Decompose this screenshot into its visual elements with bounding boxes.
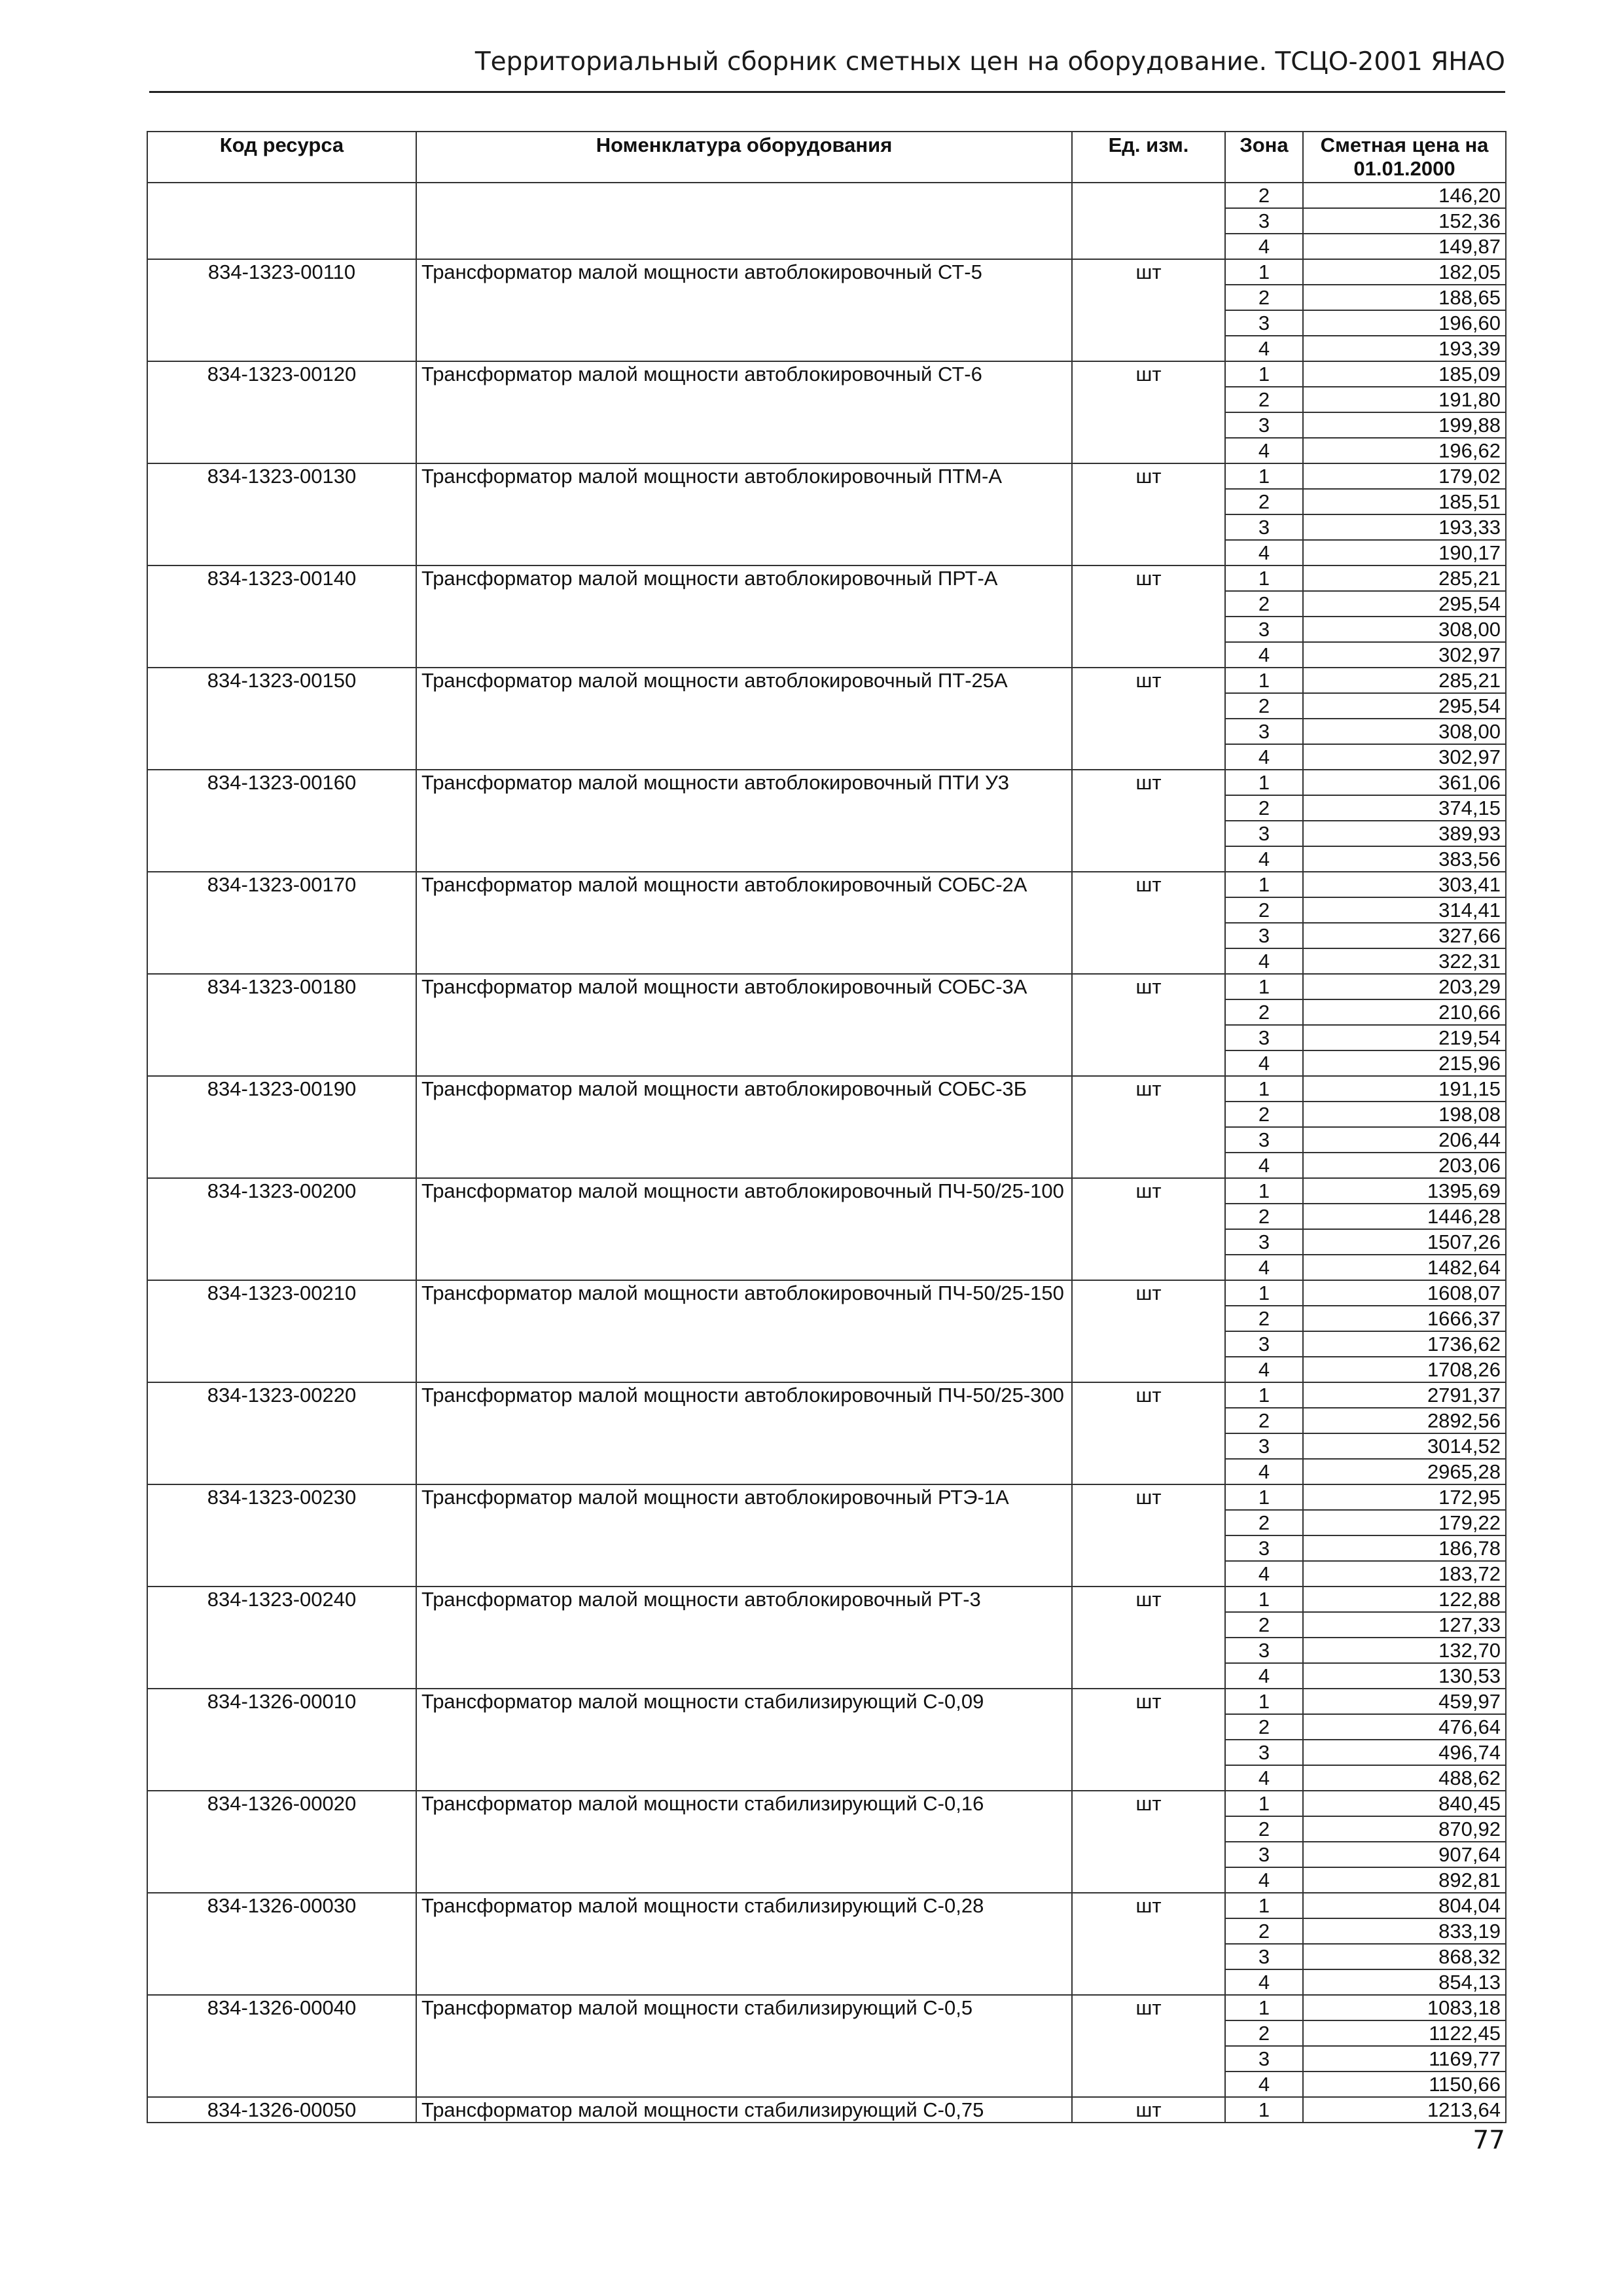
zone-cell: 1 (1225, 1280, 1303, 1306)
price-cell: 186,78 (1303, 1535, 1506, 1561)
price-cell: 854,13 (1303, 1969, 1506, 1995)
price-cell: 149,87 (1303, 234, 1506, 259)
price-cell: 193,39 (1303, 336, 1506, 361)
price-cell: 303,41 (1303, 872, 1506, 897)
unit-cell: шт (1072, 1076, 1225, 1178)
unit-cell: шт (1072, 259, 1225, 361)
zone-cell: 4 (1225, 1357, 1303, 1382)
price-cell: 182,05 (1303, 259, 1506, 285)
price-cell: 1666,37 (1303, 1306, 1506, 1331)
zone-cell: 1 (1225, 361, 1303, 387)
price-cell: 1395,69 (1303, 1178, 1506, 1204)
price-cell: 196,60 (1303, 310, 1506, 336)
zone-cell: 1 (1225, 770, 1303, 795)
zone-cell: 3 (1225, 1638, 1303, 1663)
resource-code-cell: 834-1323-00140 (147, 565, 416, 668)
equipment-name-cell: Трансформатор малой мощности автоблокировочный ПРТ-А (416, 565, 1072, 668)
zone-cell: 4 (1225, 948, 1303, 974)
equipment-name-cell: Трансформатор малой мощности автоблокировочный СТ-6 (416, 361, 1072, 463)
zone-cell: 2 (1225, 1612, 1303, 1638)
table-row (147, 183, 1506, 208)
resource-code-cell: 834-1323-00170 (147, 872, 416, 974)
table-row (147, 259, 1506, 285)
zone-cell: 1 (1225, 1178, 1303, 1204)
table-row (147, 1689, 1506, 1714)
zone-cell: 4 (1225, 1765, 1303, 1791)
price-cell: 172,95 (1303, 1484, 1506, 1510)
table-row (147, 770, 1506, 795)
price-cell: 2965,28 (1303, 1459, 1506, 1484)
resource-code-cell: 834-1323-00220 (147, 1382, 416, 1484)
price-cell: 327,66 (1303, 923, 1506, 948)
price-cell: 322,31 (1303, 948, 1506, 974)
zone-cell: 3 (1225, 1535, 1303, 1561)
price-cell: 308,00 (1303, 617, 1506, 642)
zone-cell: 1 (1225, 565, 1303, 591)
unit-cell: шт (1072, 1893, 1225, 1995)
zone-cell: 4 (1225, 1663, 1303, 1689)
price-cell: 308,00 (1303, 719, 1506, 744)
resource-code-cell: 834-1323-00230 (147, 1484, 416, 1587)
resource-code-cell: 834-1323-00160 (147, 770, 416, 872)
zone-cell: 2 (1225, 591, 1303, 617)
price-cell: 295,54 (1303, 591, 1506, 617)
table-row (147, 2097, 1506, 2123)
column-header-unit: Ед. изм. (1072, 132, 1225, 183)
zone-cell: 1 (1225, 1689, 1303, 1714)
zone-cell: 2 (1225, 693, 1303, 719)
column-header-zone: Зона (1225, 132, 1303, 183)
page-number: 77 (1472, 2126, 1505, 2155)
unit-cell: шт (1072, 668, 1225, 770)
unit-cell: шт (1072, 1484, 1225, 1587)
zone-cell: 3 (1225, 1433, 1303, 1459)
price-cell: 130,53 (1303, 1663, 1506, 1689)
price-cell: 127,33 (1303, 1612, 1506, 1638)
price-cell: 804,04 (1303, 1893, 1506, 1918)
column-header-name: Номенклатура оборудования (416, 132, 1072, 183)
zone-cell: 1 (1225, 668, 1303, 693)
column-header-code: Код ресурса (147, 132, 416, 183)
price-cell: 1083,18 (1303, 1995, 1506, 2020)
zone-cell: 4 (1225, 2072, 1303, 2097)
price-cell: 183,72 (1303, 1561, 1506, 1587)
resource-code-cell: 834-1323-00110 (147, 259, 416, 361)
unit-cell: шт (1072, 361, 1225, 463)
zone-cell: 1 (1225, 1995, 1303, 2020)
equipment-name-cell: Трансформатор малой мощности автоблокировочный СТ-5 (416, 259, 1072, 361)
table-row (147, 1791, 1506, 1816)
resource-code-cell: 834-1323-00240 (147, 1587, 416, 1689)
table-row (147, 668, 1506, 693)
table-row (147, 974, 1506, 999)
unit-cell: шт (1072, 1995, 1225, 2097)
unit-cell: шт (1072, 1178, 1225, 1280)
zone-cell: 4 (1225, 234, 1303, 259)
zone-cell: 2 (1225, 999, 1303, 1025)
zone-cell: 1 (1225, 872, 1303, 897)
table-row (147, 1280, 1506, 1306)
price-cell: 122,88 (1303, 1587, 1506, 1612)
zone-cell: 4 (1225, 1153, 1303, 1178)
column-header-price: Сметная цена на 01.01.2000 (1303, 132, 1506, 183)
zone-cell: 3 (1225, 208, 1303, 234)
price-cell: 476,64 (1303, 1714, 1506, 1740)
resource-code-cell: 834-1326-00030 (147, 1893, 416, 1995)
table-row (147, 872, 1506, 897)
zone-cell: 2 (1225, 1102, 1303, 1127)
table-row (147, 565, 1506, 591)
equipment-name-cell: Трансформатор малой мощности автоблокировочный СОБС-3А (416, 974, 1072, 1076)
zone-cell: 2 (1225, 1306, 1303, 1331)
zone-cell: 3 (1225, 821, 1303, 846)
table-row (147, 1382, 1506, 1408)
zone-cell: 1 (1225, 1587, 1303, 1612)
unit-cell: шт (1072, 1587, 1225, 1689)
zone-cell: 1 (1225, 259, 1303, 285)
zone-cell: 2 (1225, 1408, 1303, 1433)
price-cell: 1213,64 (1303, 2097, 1506, 2123)
equipment-name-cell (416, 183, 1072, 259)
zone-cell: 3 (1225, 617, 1303, 642)
price-cell: 2791,37 (1303, 1382, 1506, 1408)
unit-cell: шт (1072, 1689, 1225, 1791)
price-cell: 488,62 (1303, 1765, 1506, 1791)
price-cell: 389,93 (1303, 821, 1506, 846)
zone-cell: 4 (1225, 744, 1303, 770)
unit-cell: шт (1072, 1280, 1225, 1382)
price-cell: 1708,26 (1303, 1357, 1506, 1382)
zone-cell: 4 (1225, 336, 1303, 361)
zone-cell: 2 (1225, 183, 1303, 208)
unit-cell: шт (1072, 770, 1225, 872)
zone-cell: 2 (1225, 285, 1303, 310)
resource-code-cell: 834-1323-00190 (147, 1076, 416, 1178)
resource-code-cell: 834-1326-00050 (147, 2097, 416, 2123)
price-cell: 210,66 (1303, 999, 1506, 1025)
equipment-name-cell: Трансформатор малой мощности стабилизирующий С-0,16 (416, 1791, 1072, 1893)
resource-code-cell: 834-1323-00200 (147, 1178, 416, 1280)
unit-cell: шт (1072, 974, 1225, 1076)
price-cell: 892,81 (1303, 1867, 1506, 1893)
price-cell: 496,74 (1303, 1740, 1506, 1765)
price-cell: 285,21 (1303, 565, 1506, 591)
equipment-name-cell: Трансформатор малой мощности стабилизирующий С-0,28 (416, 1893, 1072, 1995)
unit-cell: шт (1072, 565, 1225, 668)
price-cell: 219,54 (1303, 1025, 1506, 1050)
table-row (147, 1076, 1506, 1102)
price-table (147, 131, 1507, 2123)
zone-cell: 4 (1225, 1255, 1303, 1280)
table-row (147, 463, 1506, 489)
zone-cell: 3 (1225, 923, 1303, 948)
equipment-name-cell: Трансформатор малой мощности автоблокировочный ПТ-25А (416, 668, 1072, 770)
equipment-name-cell: Трансформатор малой мощности стабилизирующий С-0,5 (416, 1995, 1072, 2097)
unit-cell: шт (1072, 872, 1225, 974)
price-cell: 907,64 (1303, 1842, 1506, 1867)
price-cell: 1122,45 (1303, 2020, 1506, 2046)
equipment-name-cell: Трансформатор малой мощности стабилизирующий С-0,75 (416, 2097, 1072, 2123)
zone-cell: 3 (1225, 1842, 1303, 1867)
equipment-name-cell: Трансформатор малой мощности автоблокировочный ПТМ-А (416, 463, 1072, 565)
price-cell: 196,62 (1303, 438, 1506, 463)
price-cell: 1169,77 (1303, 2046, 1506, 2072)
resource-code-cell: 834-1323-00150 (147, 668, 416, 770)
price-cell: 459,97 (1303, 1689, 1506, 1714)
zone-cell: 2 (1225, 387, 1303, 412)
resource-code-cell: 834-1326-00010 (147, 1689, 416, 1791)
unit-cell: шт (1072, 1382, 1225, 1484)
zone-cell: 4 (1225, 1867, 1303, 1893)
table-header-row (147, 132, 1506, 183)
price-cell: 185,09 (1303, 361, 1506, 387)
running-title: Территориальный сборник сметных цен на оборудование. ТСЦО-2001 ЯНАО (474, 47, 1505, 77)
zone-cell: 1 (1225, 1893, 1303, 1918)
zone-cell: 1 (1225, 1484, 1303, 1510)
price-cell: 361,06 (1303, 770, 1506, 795)
zone-cell: 1 (1225, 1382, 1303, 1408)
price-cell: 295,54 (1303, 693, 1506, 719)
price-cell: 191,80 (1303, 387, 1506, 412)
price-cell: 152,36 (1303, 208, 1506, 234)
price-cell: 1736,62 (1303, 1331, 1506, 1357)
price-cell: 870,92 (1303, 1816, 1506, 1842)
price-cell: 1150,66 (1303, 2072, 1506, 2097)
zone-cell: 2 (1225, 795, 1303, 821)
zone-cell: 4 (1225, 540, 1303, 565)
equipment-name-cell: Трансформатор малой мощности автоблокировочный РТ-3 (416, 1587, 1072, 1689)
table-body (147, 183, 1506, 2123)
table-row (147, 1587, 1506, 1612)
price-cell: 383,56 (1303, 846, 1506, 872)
price-cell: 198,08 (1303, 1102, 1506, 1127)
price-cell: 146,20 (1303, 183, 1506, 208)
price-cell: 191,15 (1303, 1076, 1506, 1102)
price-cell: 1608,07 (1303, 1280, 1506, 1306)
zone-cell: 3 (1225, 1127, 1303, 1153)
price-cell: 1507,26 (1303, 1229, 1506, 1255)
header-rule (149, 91, 1505, 93)
zone-cell: 3 (1225, 2046, 1303, 2072)
equipment-name-cell: Трансформатор малой мощности автоблокировочный ПТИ У3 (416, 770, 1072, 872)
equipment-name-cell: Трансформатор малой мощности автоблокировочный РТЭ-1А (416, 1484, 1072, 1587)
price-cell: 285,21 (1303, 668, 1506, 693)
unit-cell: шт (1072, 463, 1225, 565)
price-cell: 1482,64 (1303, 1255, 1506, 1280)
price-cell: 302,97 (1303, 642, 1506, 668)
zone-cell: 3 (1225, 1740, 1303, 1765)
resource-code-cell (147, 183, 416, 259)
zone-cell: 3 (1225, 514, 1303, 540)
equipment-name-cell: Трансформатор малой мощности автоблокировочный ПЧ-50/25-150 (416, 1280, 1072, 1382)
price-cell: 215,96 (1303, 1050, 1506, 1076)
equipment-name-cell: Трансформатор малой мощности стабилизирующий С-0,09 (416, 1689, 1072, 1791)
zone-cell: 2 (1225, 1918, 1303, 1944)
price-cell: 203,06 (1303, 1153, 1506, 1178)
zone-cell: 3 (1225, 1331, 1303, 1357)
table-row (147, 361, 1506, 387)
resource-code-cell: 834-1323-00180 (147, 974, 416, 1076)
zone-cell: 3 (1225, 719, 1303, 744)
zone-cell: 4 (1225, 1969, 1303, 1995)
price-cell: 179,02 (1303, 463, 1506, 489)
price-cell: 199,88 (1303, 412, 1506, 438)
unit-cell: шт (1072, 2097, 1225, 2123)
zone-cell: 2 (1225, 1816, 1303, 1842)
equipment-name-cell: Трансформатор малой мощности автоблокировочный ПЧ-50/25-100 (416, 1178, 1072, 1280)
resource-code-cell: 834-1326-00020 (147, 1791, 416, 1893)
zone-cell: 4 (1225, 1459, 1303, 1484)
price-cell: 314,41 (1303, 897, 1506, 923)
resource-code-cell: 834-1326-00040 (147, 1995, 416, 2097)
zone-cell: 2 (1225, 489, 1303, 514)
zone-cell: 4 (1225, 846, 1303, 872)
price-cell: 840,45 (1303, 1791, 1506, 1816)
price-cell: 203,29 (1303, 974, 1506, 999)
equipment-name-cell: Трансформатор малой мощности автоблокировочный ПЧ-50/25-300 (416, 1382, 1072, 1484)
resource-code-cell: 834-1323-00210 (147, 1280, 416, 1382)
price-cell: 190,17 (1303, 540, 1506, 565)
price-cell: 868,32 (1303, 1944, 1506, 1969)
unit-cell (1072, 183, 1225, 259)
zone-cell: 4 (1225, 642, 1303, 668)
resource-code-cell: 834-1323-00120 (147, 361, 416, 463)
equipment-name-cell: Трансформатор малой мощности автоблокировочный СОБС-3Б (416, 1076, 1072, 1178)
price-cell: 302,97 (1303, 744, 1506, 770)
price-cell: 3014,52 (1303, 1433, 1506, 1459)
table-row (147, 1893, 1506, 1918)
zone-cell: 1 (1225, 1076, 1303, 1102)
zone-cell: 3 (1225, 310, 1303, 336)
equipment-name-cell: Трансформатор малой мощности автоблокировочный СОБС-2А (416, 872, 1072, 974)
table-row (147, 1484, 1506, 1510)
price-cell: 132,70 (1303, 1638, 1506, 1663)
table-row (147, 1178, 1506, 1204)
zone-cell: 2 (1225, 897, 1303, 923)
zone-cell: 2 (1225, 1204, 1303, 1229)
zone-cell: 2 (1225, 1510, 1303, 1535)
zone-cell: 1 (1225, 463, 1303, 489)
zone-cell: 4 (1225, 438, 1303, 463)
resource-code-cell: 834-1323-00130 (147, 463, 416, 565)
zone-cell: 1 (1225, 1791, 1303, 1816)
zone-cell: 4 (1225, 1050, 1303, 1076)
price-cell: 179,22 (1303, 1510, 1506, 1535)
price-cell: 193,33 (1303, 514, 1506, 540)
price-cell: 206,44 (1303, 1127, 1506, 1153)
unit-cell: шт (1072, 1791, 1225, 1893)
price-cell: 1446,28 (1303, 1204, 1506, 1229)
price-cell: 185,51 (1303, 489, 1506, 514)
zone-cell: 3 (1225, 1229, 1303, 1255)
zone-cell: 3 (1225, 412, 1303, 438)
zone-cell: 3 (1225, 1025, 1303, 1050)
zone-cell: 1 (1225, 974, 1303, 999)
zone-cell: 2 (1225, 1714, 1303, 1740)
price-cell: 374,15 (1303, 795, 1506, 821)
zone-cell: 3 (1225, 1944, 1303, 1969)
zone-cell: 4 (1225, 1561, 1303, 1587)
table-row (147, 1995, 1506, 2020)
zone-cell: 2 (1225, 2020, 1303, 2046)
price-cell: 2892,56 (1303, 1408, 1506, 1433)
price-cell: 188,65 (1303, 285, 1506, 310)
price-cell: 833,19 (1303, 1918, 1506, 1944)
zone-cell: 1 (1225, 2097, 1303, 2123)
